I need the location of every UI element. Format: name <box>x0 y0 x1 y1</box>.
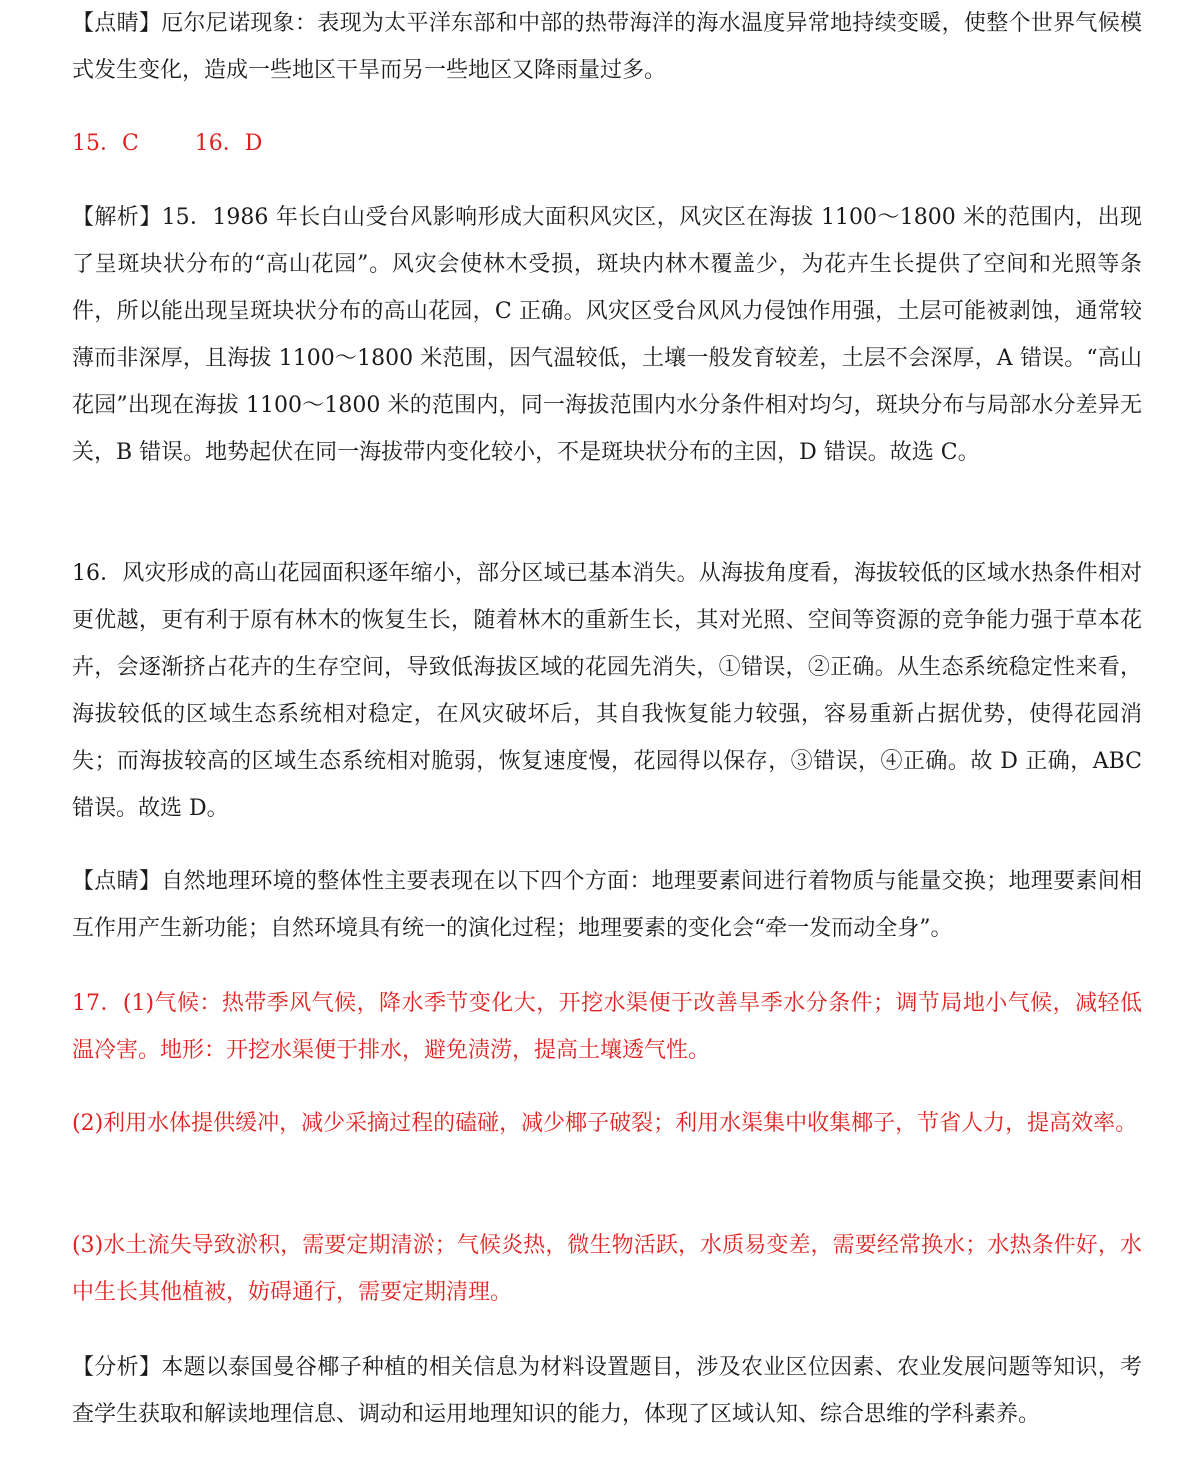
answer-17-part3: (3)水土流失导致淤积，需要定期清淤；气候炎热，微生物活跃，水质易变差，需要经常换水；水热条件好，水中生长其他植被，妨碍通行，需要定期清理。 <box>72 1233 1142 1305</box>
analysis-paragraph-15: 【解析】15．1986 年长白山受台风影响形成大面积风灾区，风灾区在海拔 1100～1800 米的范围内，出现了呈斑块状分布的“高山花园”。风灾会使林木受损，斑块内林木覆盖少，为花卉生长提供了空间和光照等条件，所以能出现呈斑块状分布的高山花园，C 正确。风灾区受台风风力侵蚀作用强，土层可能被剥蚀，通常较薄而非深厚，且海拔 1100～1800 米范围，因气温较低，土壤一般发育较差，土层不会深厚，A 错误。“高山花园”出现在海拔 1100～1800 米的范围内，同一海拔范围内水分条件相对均匀，斑块分布与局部水分差异无关，B 错误。地势起伏在同一海拔带内变化较小，不是斑块状分布的主因，D 错误。故选 C。 <box>72 205 1142 465</box>
tip-paragraph-elnino: 【点睛】厄尔尼诺现象：表现为太平洋东部和中部的热带海洋的海水温度异常地持续变暖，使整个世界气候模式发生变化，造成一些地区干旱而另一些地区又降雨量过多。 <box>72 11 1142 83</box>
analysis-paragraph-17: 【分析】本题以泰国曼谷椰子种植的相关信息为材料设置题目，涉及农业区位因素、农业发展问题等知识，考查学生获取和解读地理信息、调动和运用地理知识的能力，体现了区域认知、综合思维的学科素养。 <box>72 1355 1142 1427</box>
analysis-paragraph-16: 16．风灾形成的高山花园面积逐年缩小，部分区域已基本消失。从海拔角度看，海拔较低的区域水热条件相对更优越，更有利于原有林木的恢复生长，随着林木的重新生长，其对光照、空间等资源的竞争能力强于草本花卉，会逐渐挤占花卉的生存空间，导致低海拔区域的花园先消失，①错误，②正确。从生态系统稳定性来看，海拔较低的区域生态系统相对稳定，在风灾破坏后，其自我恢复能力较强，容易重新占据优势，使得花园消失；而海拔较高的区域生态系统相对脆弱，恢复速度慢，花园得以保存，③错误，④正确。故 D 正确，ABC 错误。故选 D。 <box>72 561 1142 821</box>
answers-15-16: 15．C 16．D <box>72 131 263 156</box>
tip-paragraph-integrity: 【点睛】自然地理环境的整体性主要表现在以下四个方面：地理要素间进行着物质与能量交换；地理要素间相互作用产生新功能；自然环境具有统一的演化过程；地理要素的变化会“牵一发而动全身”。 <box>72 869 1142 941</box>
answer-17-part1: 17．(1)气候：热带季风气候，降水季节变化大，开挖水渠便于改善旱季水分条件；调节局地小气候，减轻低温冷害。地形：开挖水渠便于排水，避免渍涝，提高土壤透气性。 <box>72 991 1142 1063</box>
answer-17-part2: (2)利用水体提供缓冲，减少采摘过程的磕碰，减少椰子破裂；利用水渠集中收集椰子，节省人力，提高效率。 <box>72 1111 1138 1136</box>
